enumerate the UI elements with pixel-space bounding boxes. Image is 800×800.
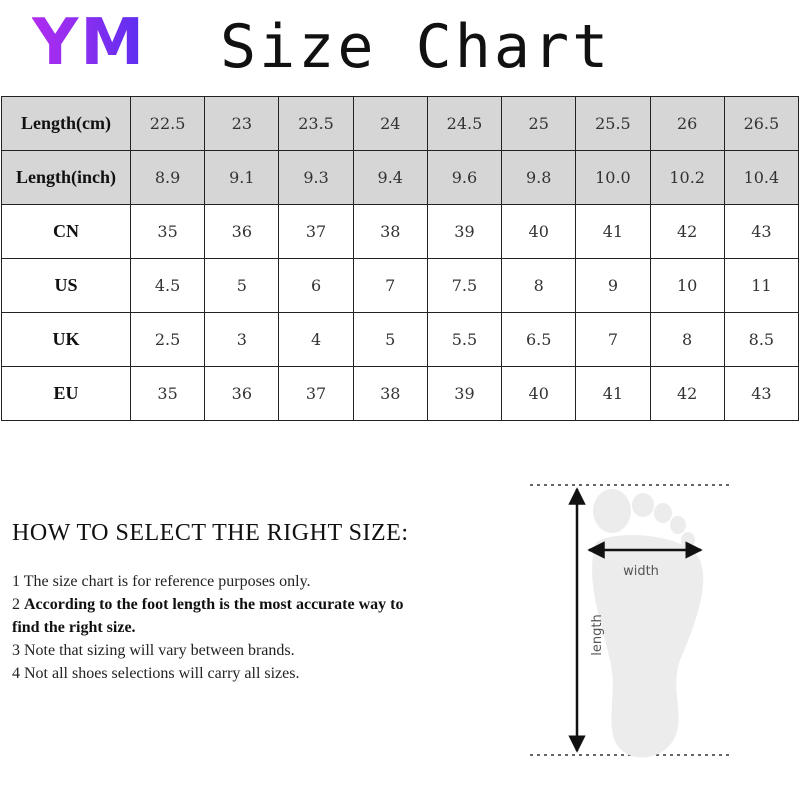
foot-silhouette-icon (592, 489, 703, 757)
table-row (2, 367, 799, 421)
row-label: EU (2, 367, 131, 421)
table-cell: 36 (205, 367, 279, 421)
table-row (2, 205, 799, 259)
table-cell: 10 (650, 259, 724, 313)
table-cell: 8 (650, 313, 724, 367)
width-label: width (623, 564, 659, 579)
table-cell: 24 (353, 97, 427, 151)
row-label: UK (2, 313, 131, 367)
table-cell: 22.5 (131, 97, 205, 151)
table-cell: 6.5 (502, 313, 576, 367)
table-cell: 25 (502, 97, 576, 151)
table-cell: 37 (279, 367, 353, 421)
table-cell: 8 (502, 259, 576, 313)
table-cell: 5 (353, 313, 427, 367)
table-cell: 36 (205, 205, 279, 259)
size-table (1, 96, 799, 421)
note-3: 3 Note that sizing will vary between brands. (12, 642, 295, 659)
table-cell: 7 (576, 313, 650, 367)
note-2-text: According to the foot length is the most accurate way to find the right size. (12, 596, 404, 636)
table-row (2, 151, 799, 205)
table-cell: 7.5 (427, 259, 501, 313)
table-cell: 3 (205, 313, 279, 367)
table-cell: 26 (650, 97, 724, 151)
table-cell: 5.5 (427, 313, 501, 367)
table-cell: 39 (427, 367, 501, 421)
table-cell: 35 (131, 205, 205, 259)
table-cell: 35 (131, 367, 205, 421)
note-2 (12, 593, 412, 639)
table-cell: 9.8 (502, 151, 576, 205)
table-cell: 5 (205, 259, 279, 313)
table-row (2, 259, 799, 313)
table-row (2, 313, 799, 367)
table-cell: 23.5 (279, 97, 353, 151)
foot-measure-diagram (525, 475, 765, 775)
table-cell: 2.5 (131, 313, 205, 367)
table-cell: 4.5 (131, 259, 205, 313)
note-4: 4 Not all shoes selections will carry all sizes. (12, 665, 300, 682)
table-cell: 25.5 (576, 97, 650, 151)
table-cell: 10.2 (650, 151, 724, 205)
table-cell: 26.5 (724, 97, 798, 151)
table-cell: 40 (502, 205, 576, 259)
row-label: CN (2, 205, 131, 259)
table-row (2, 97, 799, 151)
table-cell: 10.0 (576, 151, 650, 205)
length-label: length (590, 614, 605, 656)
table-cell: 38 (353, 367, 427, 421)
table-cell: 38 (353, 205, 427, 259)
table-cell: 39 (427, 205, 501, 259)
table-cell: 4 (279, 313, 353, 367)
table-cell: 37 (279, 205, 353, 259)
table-cell: 11 (724, 259, 798, 313)
brand-logo: YM (32, 6, 147, 80)
page-title: Size Chart (220, 12, 612, 82)
howto-heading: HOW TO SELECT THE RIGHT SIZE: (12, 520, 409, 546)
table-cell: 6 (279, 259, 353, 313)
table-cell: 9.3 (279, 151, 353, 205)
table-cell: 9.4 (353, 151, 427, 205)
table-cell: 41 (576, 205, 650, 259)
table-cell: 9 (576, 259, 650, 313)
table-cell: 41 (576, 367, 650, 421)
table-cell: 9.1 (205, 151, 279, 205)
table-cell: 43 (724, 205, 798, 259)
table-cell: 42 (650, 367, 724, 421)
note-2-number: 2 (12, 596, 24, 613)
row-label: US (2, 259, 131, 313)
table-cell: 8.5 (724, 313, 798, 367)
table-cell: 8.9 (131, 151, 205, 205)
table-cell: 10.4 (724, 151, 798, 205)
row-label: Length(inch) (2, 151, 131, 205)
row-label: Length(cm) (2, 97, 131, 151)
table-cell: 24.5 (427, 97, 501, 151)
table-cell: 43 (724, 367, 798, 421)
howto-notes (12, 570, 412, 685)
table-cell: 7 (353, 259, 427, 313)
table-cell: 40 (502, 367, 576, 421)
note-1: 1 The size chart is for reference purposes only. (12, 573, 311, 590)
table-cell: 9.6 (427, 151, 501, 205)
table-cell: 23 (205, 97, 279, 151)
table-cell: 42 (650, 205, 724, 259)
